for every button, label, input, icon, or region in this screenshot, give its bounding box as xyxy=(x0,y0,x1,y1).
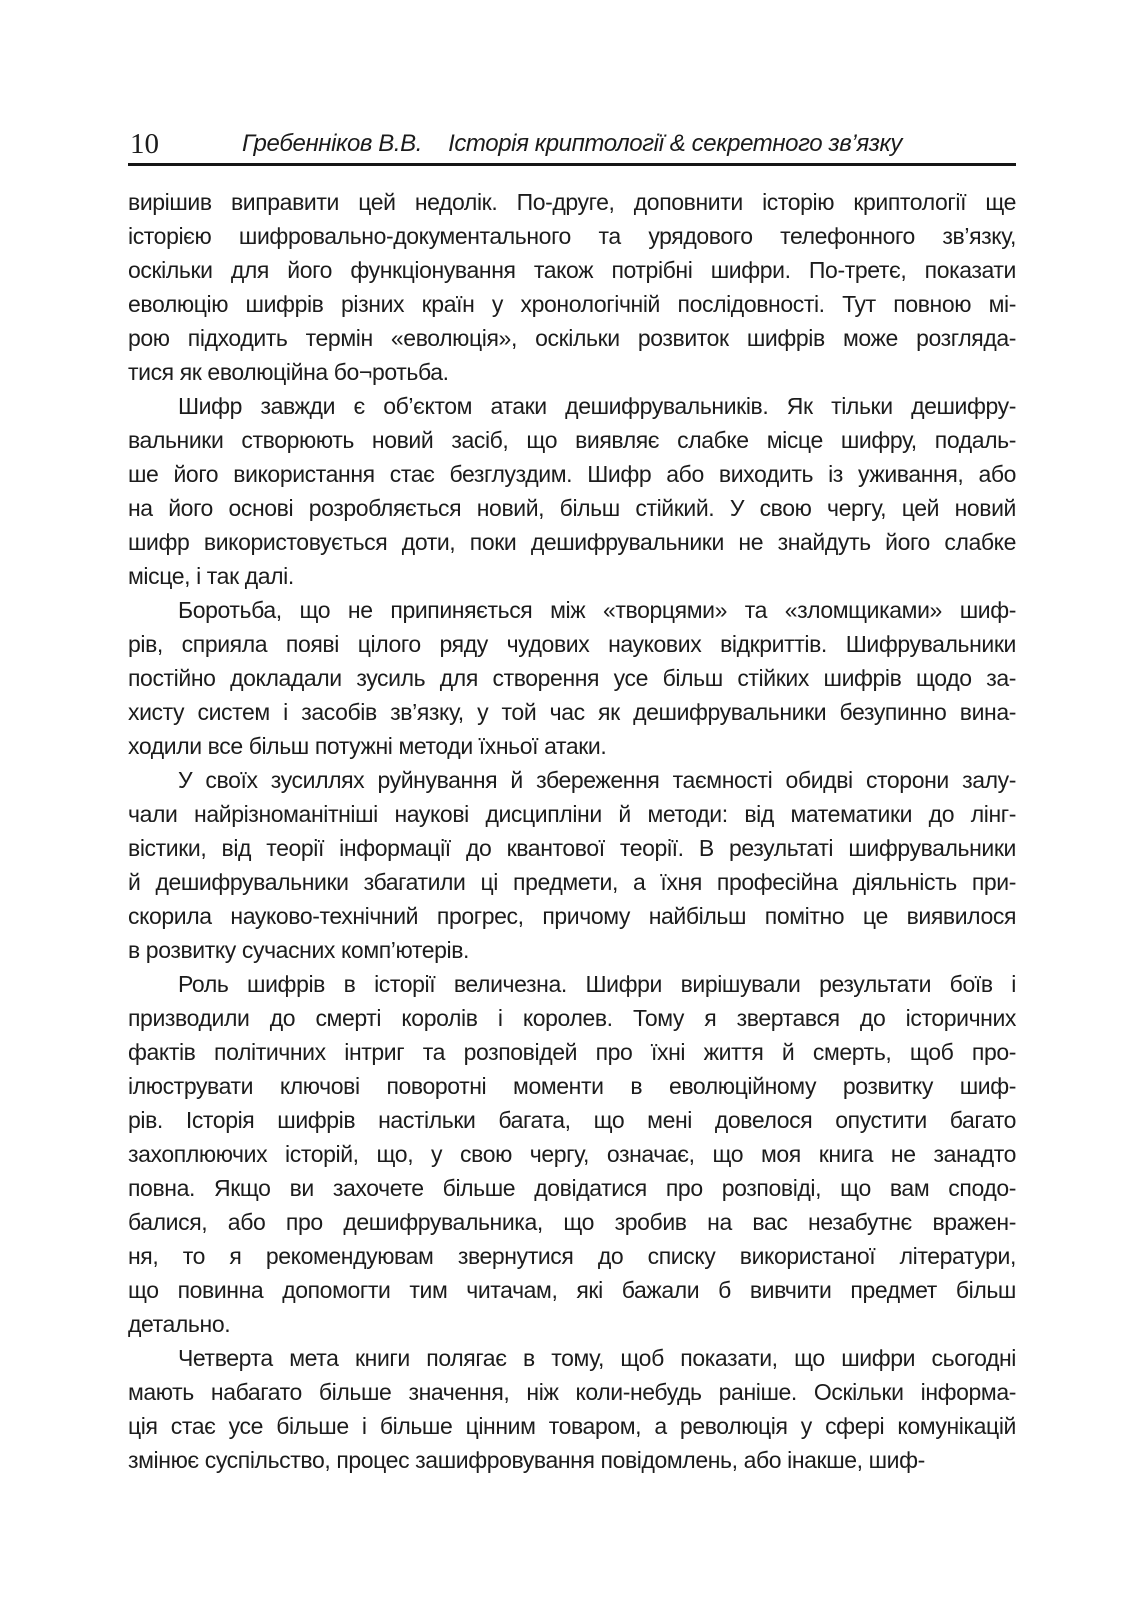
text-line: вирішив виправити цей недолік. По-друге, доповнити історію криптології ще xyxy=(128,189,1016,215)
text-line: мають набагато більше значення, ніж коли-небудь раніше. Оскільки інформа- xyxy=(128,1379,1016,1405)
text-line: детально. xyxy=(128,1311,231,1337)
text-line: на його основі розробляється новий, більш стійкий. У свою чергу, цей новий xyxy=(128,495,1016,521)
text-line: й дешифрувальники збагатили ці предмети, а їхня професійна діяльність при- xyxy=(128,869,1016,895)
paragraph xyxy=(128,967,1016,1341)
text-line: історією шифровально-документального та урядового телефонного зв’язку, xyxy=(128,223,1016,249)
text-line: чали найрізноманітніші наукові дисципліни й методи: від математики до лінг- xyxy=(128,801,1016,827)
text-line: оскільки для його функціонування також потрібні шифри. По-третє, показати xyxy=(128,257,1016,283)
text-line: місце, і так далі. xyxy=(128,563,294,589)
text-line: еволюцію шифрів різних країн у хронологічній послідовності. Тут повною мі- xyxy=(128,291,1016,317)
page-number: 10 xyxy=(130,128,159,160)
text-line: ілюструвати ключові поворотні моменти в еволюційному розвитку шиф- xyxy=(128,1073,1016,1099)
text-line: захоплюючих історій, що, у свою чергу, означає, що моя книга не занадто xyxy=(128,1141,1016,1167)
text-block xyxy=(128,185,1016,1477)
text-line: ше його використання стає безглуздим. Шифр або виходить із уживання, або xyxy=(128,461,1016,487)
running-header-title xyxy=(128,127,1016,158)
text-line: ходили все більш потужні методи їхньої атаки. xyxy=(128,733,607,759)
paragraph xyxy=(128,763,1016,967)
text-line: Четверта мета книги полягає в тому, щоб показати, що шифри сьогодні xyxy=(178,1345,1016,1371)
header-rule xyxy=(128,163,1016,166)
text-line: рів, сприяла появі цілого ряду чудових наукових відкриттів. Шифрувальники xyxy=(128,631,1016,657)
text-line: тися як еволюційна бо¬ротьба. xyxy=(128,359,449,385)
paragraph xyxy=(128,185,1016,389)
text-line: У своїх зусиллях руйнування й збереження таємності обидві сторони залу- xyxy=(178,767,1016,793)
text-line: шифр використовується доти, поки дешифрувальники не знайдуть його слабке xyxy=(128,529,1016,555)
text-line: призводили до смерті королів і королев. Тому я звертався до історичних xyxy=(128,1005,1016,1031)
header-book-title: Історія криптології & секретного зв’язку xyxy=(448,130,903,157)
header-author: Гребенніков В.В. xyxy=(241,130,423,157)
paragraph xyxy=(128,593,1016,763)
paragraph xyxy=(128,389,1016,593)
text-line: в розвитку сучасних комп’ютерів. xyxy=(128,937,470,963)
text-line: рів. Історія шифрів настільки багата, що мені довелося опустити багато xyxy=(128,1107,1016,1133)
text-line: рою підходить термін «еволюція», оскільки розвиток шифрів може розгляда- xyxy=(128,325,1016,351)
text-line: постійно докладали зусиль для створення усе більш стійких шифрів щодо за- xyxy=(128,665,1016,691)
text-line: хисту систем і засобів зв’язку, у той час як дешифрувальники безупинно вина- xyxy=(128,699,1016,725)
text-line: вальники створюють новий засіб, що виявляє слабке місце шифру, подаль- xyxy=(128,427,1016,453)
running-header xyxy=(128,127,1016,163)
text-line: вістики, від теорії інформації до квантової теорії. В результаті шифрувальники xyxy=(128,835,1016,861)
text-line: повна. Якщо ви захочете більше довідатися про розповіді, що вам сподо- xyxy=(128,1175,1016,1201)
text-line: Роль шифрів в історії величезна. Шифри вирішували результати боїв і xyxy=(178,971,1016,997)
text-line: що повинна допомогти тим читачам, які бажали б вивчити предмет більш xyxy=(128,1277,1016,1303)
text-line: ня, то я рекомендуювам звернутися до списку використаної літератури, xyxy=(128,1243,1016,1269)
text-line: Шифр завжди є об’єктом атаки дешифрувальників. Як тільки дешифру- xyxy=(178,393,1016,419)
text-line: скорила науково-технічний прогрес, причому найбільш помітно це виявилося xyxy=(128,903,1016,929)
text-line: балися, або про дешифрувальника, що зробив на вас незабутнє вражен- xyxy=(128,1209,1016,1235)
text-line: фактів політичних інтриг та розповідей про їхні життя й смерть, щоб про- xyxy=(128,1039,1016,1065)
text-line: Боротьба, що не припиняється між «творцями» та «зломщиками» шиф- xyxy=(178,597,1016,623)
paragraph xyxy=(128,1341,1016,1477)
text-line: змінює суспільство, процес зашифровування повідомлень, або інакше, шиф- xyxy=(128,1447,925,1473)
text-line: ція стає усе більше і більше цінним товаром, а революція у сфері комунікацій xyxy=(128,1413,1016,1439)
